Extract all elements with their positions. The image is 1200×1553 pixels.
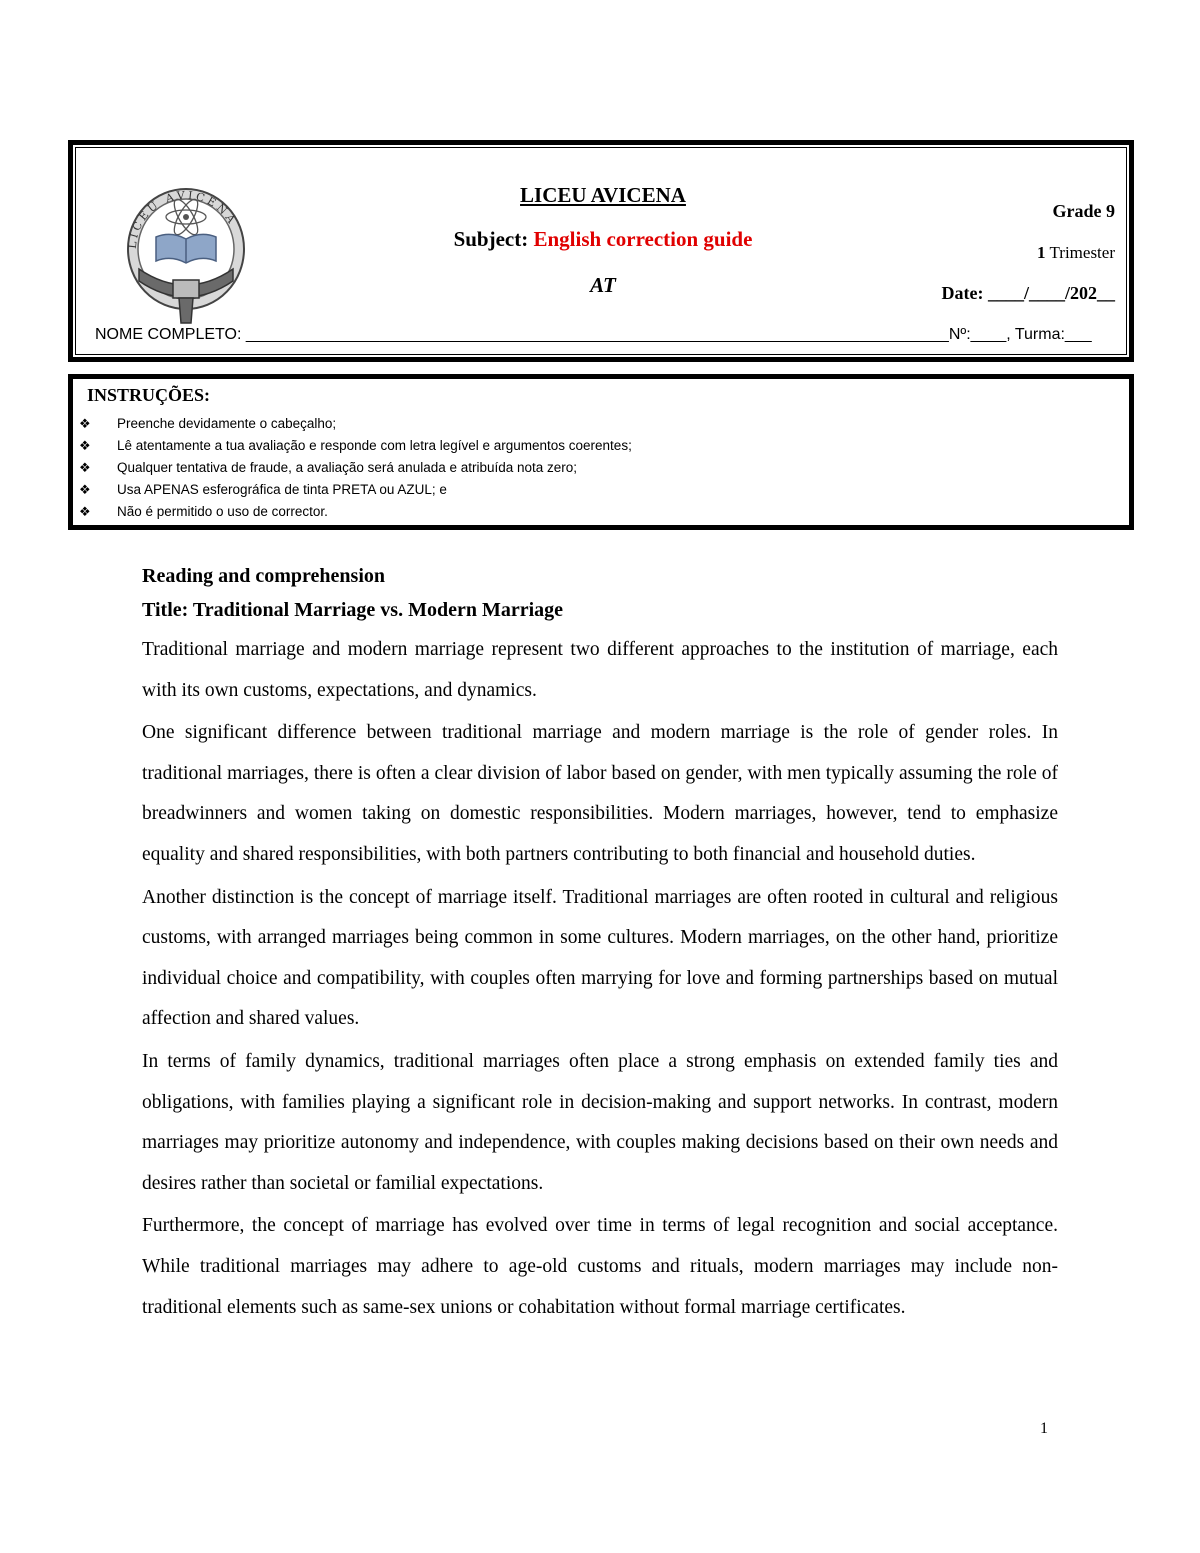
- diamond-bullet-icon: ❖: [79, 504, 91, 519]
- instruction-text: Não é permitido o uso de corrector.: [117, 504, 328, 519]
- list-item: [79, 457, 632, 479]
- list-item: [79, 435, 632, 457]
- date-field: Date: ____/____/202__: [941, 283, 1115, 303]
- page-number: 1: [1040, 1420, 1048, 1437]
- instruction-text: Preenche devidamente o cabeçalho;: [117, 416, 337, 431]
- header-box: [68, 140, 1134, 362]
- trimester-line: [1037, 243, 1115, 263]
- list-item: [79, 479, 632, 501]
- diamond-bullet-icon: ❖: [79, 482, 91, 497]
- crest-text: LICEU AVICENA: [125, 188, 240, 250]
- diamond-bullet-icon: ❖: [79, 460, 91, 475]
- school-name: LICEU AVICENA: [520, 183, 686, 207]
- paragraph: One significant difference between traditional marriage and modern marriage is the role of gender roles. In traditional marriages, there is often a clear division of labor based on gender, with men typically assuming the role of breadwinners and women taking on domestic responsibilities. Modern marriages, however, tend to emphasize equality and shared responsibilities, with both partners contributing to both financial and household duties.: [142, 722, 1058, 865]
- assessment-type: AT: [590, 273, 616, 297]
- subject-line: [73, 227, 1133, 252]
- paragraph: Traditional marriage and modern marriage represent two different approaches to the institution of marriage, each with its own customs, expectations, and dynamics.: [142, 639, 1058, 701]
- article-title: Title: Traditional Marriage vs. Modern Marriage: [142, 599, 564, 621]
- grade-label: Grade 9: [1052, 201, 1115, 221]
- reading-section: [142, 560, 1058, 1328]
- subject-label: Subject:: [453, 227, 529, 251]
- paragraph: In terms of family dynamics, traditional marriages often place a strong emphasis on extended family ties and obligations, with families playing a significant role in decision-making and support networks. In contrast, modern marriages may prioritize autonomy and independence, with couples making decisions based on their own needs and desires rather than societal or familial expectations.: [142, 1050, 1058, 1194]
- trimester-label: Trimester: [1049, 243, 1115, 262]
- instruction-text: Lê atentamente a tua avaliação e responde com letra legível e argumentos coerentes;: [117, 438, 632, 453]
- instruction-text: Usa APENAS esferográfica de tinta PRETA ou AZUL; e: [117, 482, 447, 497]
- diamond-bullet-icon: ❖: [79, 416, 91, 431]
- instructions-box: [68, 374, 1134, 530]
- list-item: [79, 501, 632, 523]
- section-title: Reading and comprehension: [142, 565, 386, 587]
- student-name-line: NOME COMPLETO: _______________________________________________________________________________Nº:____, Turma:___: [95, 326, 1092, 343]
- instructions-list: [79, 413, 632, 523]
- subject-value: English correction guide: [533, 227, 753, 251]
- paragraph: Another distinction is the concept of marriage itself. Traditional marriages are often rooted in cultural and religious customs, with arranged marriages being common in some cultures. Modern marriages, on the other hand, prioritize individual choice and compatibility, with couples often marrying for love and forming partnerships based on mutual affection and shared values.: [142, 886, 1058, 1030]
- diamond-bullet-icon: ❖: [79, 438, 91, 453]
- paragraph: Furthermore, the concept of marriage has evolved over time in terms of legal recognition and social acceptance. While traditional marriages may adhere to age-old customs and rituals, modern marriages may include non-traditional elements such as same-sex unions or cohabitation without formal marriage certificates.: [142, 1215, 1058, 1318]
- instructions-title: INSTRUÇÕES:: [87, 385, 211, 405]
- trimester-number: 1: [1037, 243, 1046, 262]
- list-item: [79, 413, 632, 435]
- instruction-text: Qualquer tentativa de fraude, a avaliação será anulada e atribuída nota zero;: [117, 460, 578, 475]
